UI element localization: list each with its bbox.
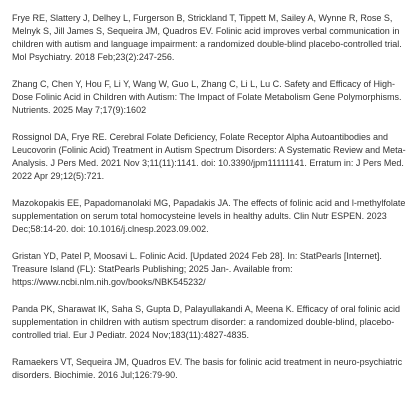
- reference-item: Rossignol DA, Frye RE. Cerebral Folate Deficiency, Folate Receptor Alpha Autoantibodies and Leucovorin (Folinic Acid) Treatment in Autism Spectrum Disorders: A Systematic Review and Meta-Analysis. J Pers Med. 2021 Nov 3;11(11):1141. doi: 10.3390/jpm11111141. Erratum in: J Pers Med. 2022 Apr 29;12(5):721.: [12, 132, 406, 181]
- reference-item: Frye RE, Slattery J, Delhey L, Furgerson B, Strickland T, Tippett M, Sailey A, Wynne R, Rose S, Melnyk S, Jill James S, Sequeira JM, Quadros EV. Folinic acid improves verbal communication in children with autism and language impairment: a randomized double-blind placebo-controlled trial. Mol Psychiatry. 2018 Feb;23(2):247-256.: [12, 13, 402, 62]
- reference-item: Ramaekers VT, Sequeira JM, Quadros EV. The basis for folinic acid treatment in neuro-psychiatric disorders. Biochimie. 2016 Jul;126:79-90.: [12, 357, 403, 380]
- reference-item: Gristan YD, Patel P, Moosavi L. Folinic Acid. [Updated 2024 Feb 28]. In: StatPearls [Internet]. Treasure Island (FL): StatPearls Publishing; 2025 Jan-. Available from: https://www.ncbi.nlm.nih.gov/books/NBK545232/: [12, 251, 382, 287]
- reference-list: [12, 12, 408, 396]
- reference-item: Panda PK, Sharawat IK, Saha S, Gupta D, Palayullakandi A, Meena K. Efficacy of oral folinic acid supplementation in children with autism spectrum disorder: a randomized double-blind, placebo-controlled trial. Eur J Pediatr. 2024 Nov;183(11):4827-4835.: [12, 304, 401, 340]
- reference-item: Mazokopakis EE, Papadomanolaki MG, Papadakis JA. The effects of folinic acid and l-methylfolate supplementation on serum total homocysteine levels in healthy adults. Clin Nutr ESPEN. 2023 Dec;58:14-20. doi: 10.1016/j.clnesp.2023.09.002.: [12, 198, 406, 234]
- reference-item: Zhang C, Chen Y, Hou F, Li Y, Wang W, Guo L, Zhang C, Li L, Lu C. Safety and Efficacy of High-Dose Folinic Acid in Children with Autism: The Impact of Folate Metabolism Gene Polymorphisms. Nutrients. 2025 May 7;17(9):1602: [12, 79, 402, 115]
